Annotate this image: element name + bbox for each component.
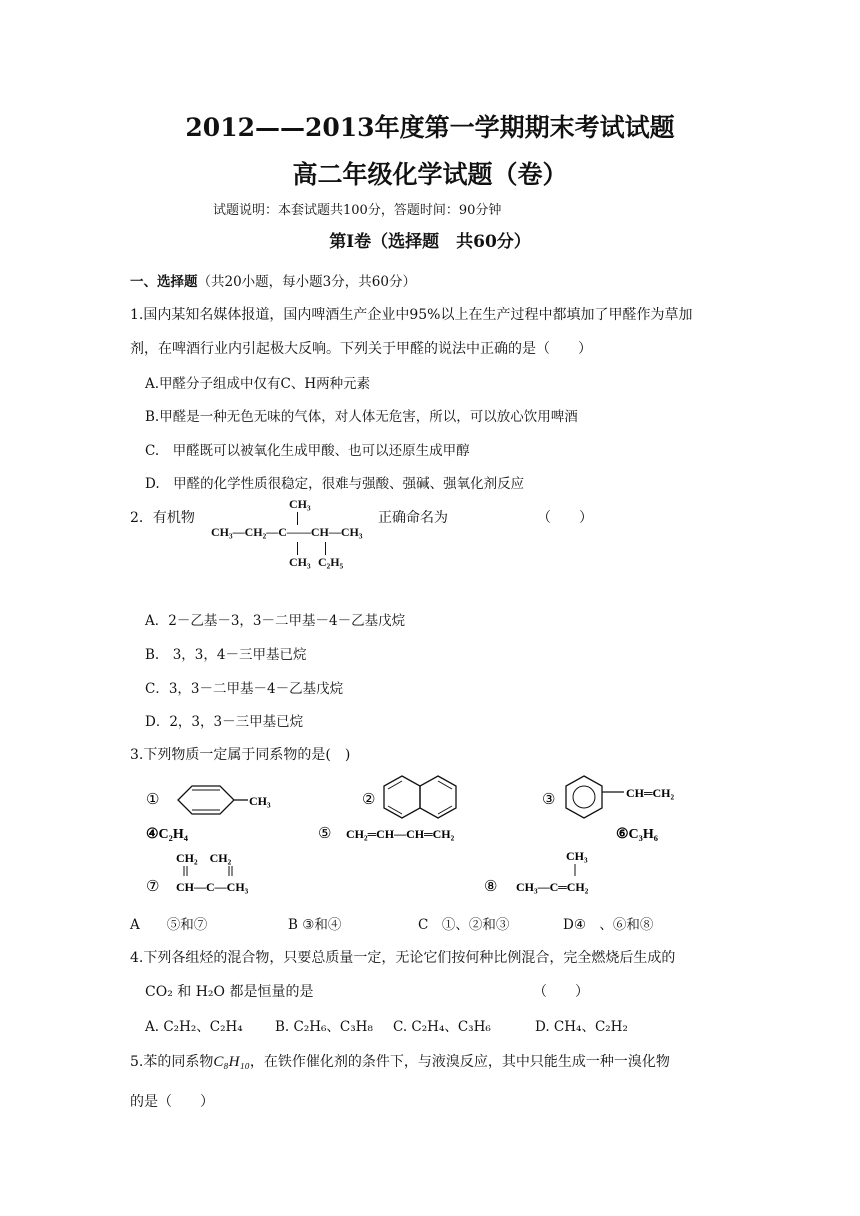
q4-paren: （ ） (533, 984, 589, 1000)
q2-suffix: 正确命名为 (378, 510, 448, 526)
q1-option-d: D. 甲醛的化学性质很稳定，很难与强酸、强碱、强氧化剂反应 (145, 476, 525, 492)
q4-option-d: D. CH₄、C₂H₂ (535, 1019, 628, 1035)
q5-line2: 的是（ ） (130, 1094, 214, 1110)
q3-label-5: ⑤ (318, 826, 332, 842)
q4-option-b: B. C₂H₆、C₃H₈ (275, 1019, 373, 1035)
q2-struct-bottom-right: C₂H₅ (318, 555, 344, 569)
q3-label-6: ⑥C₃H₆ (616, 827, 658, 842)
q3-8-main: CH₃—C═CH₂ (516, 880, 589, 894)
q2-structure (206, 495, 386, 577)
q3-label-2: ② (362, 792, 376, 808)
q5-line1 (130, 1051, 670, 1071)
q3-7-top: CH₂ CH₂ (176, 851, 232, 865)
q3-ch3: CH₃ (249, 794, 271, 808)
q3-vinyl: CH═CH₂ (626, 786, 675, 800)
section-detail: （共20小题，每小题3分，共60分） (197, 274, 416, 290)
q3-formula-5: CH₂═CH—CH═CH₂ (346, 827, 455, 841)
q3-option-c: C ①、②和③ (418, 917, 510, 933)
part-heading: 第Ⅰ卷（选择题 共60分） (329, 232, 531, 252)
naphthalene-ring-icon (384, 776, 420, 818)
q3-structures (140, 770, 710, 900)
double-bond (438, 806, 452, 814)
q1-option-c: C. 甲醛既可以被氧化生成甲酸、也可以还原生成甲醇 (145, 443, 470, 459)
q1-option-a: A.甲醛分子组成中仅有C、H两种元素 (145, 376, 371, 392)
section-heading (130, 270, 416, 290)
q4-line2: CO₂ 和 H₂O 都是恒量的是 (145, 984, 314, 1000)
q4-line1: 4.下列各组烃的混合物，只要总质量一定，无论它们按何种比例混合，完全燃烧后生成的 (130, 950, 676, 966)
bond-line (297, 542, 298, 555)
q4-option-c: C. C₂H₄、C₃H₆ (393, 1019, 491, 1035)
exam-note: 试题说明：本套试题共100分，答题时间：90分钟 (213, 203, 502, 218)
q2-paren: （ ） (537, 510, 593, 526)
q2-option-c: C．3，3－二甲基－4－乙基戊烷 (145, 681, 344, 697)
bond-line (325, 542, 326, 555)
exam-title: 2012——2013年度第一学期期末考试试题 (185, 113, 675, 142)
q3-label-3: ③ (542, 792, 556, 808)
q1-line1: 1.国内某知名媒体报道，国内啤酒生产企业中95%以上在生产过程中都填加了甲醛作为䓍加 (130, 307, 693, 323)
q3-label-8: ⑧ (484, 879, 498, 895)
q2-prefix: 2．有机物 (130, 510, 195, 526)
q3-option-d: D④ 、⑥和⑧ (563, 917, 654, 933)
q2-struct-bottom-left: CH₃ (289, 555, 311, 569)
benzene-ring-icon (566, 776, 602, 818)
q3-7-bottom: CH—C—CH₃ (176, 880, 249, 894)
bond-line (297, 512, 298, 525)
q3-label-4: ④C₂H₄ (146, 827, 188, 842)
q2-option-a: A．2－乙基－3，3－二甲基－4－乙基戊烷 (145, 613, 406, 629)
q4-option-a: A. C₂H₂、C₂H₄ (145, 1019, 243, 1035)
q3-option-a: A ⑤和⑦ (130, 917, 208, 933)
q3-8-top: CH₃ (566, 849, 588, 863)
q5-suffix: ，在铁作催化剂的条件下，与液溴反应，其中只能生成一种一溴化物 (249, 1054, 670, 1070)
q3-option-b: B ③和④ (288, 917, 342, 933)
q2-struct-main: CH₃—CH₂—C——CH—CH₃ (211, 525, 363, 539)
aromatic-circle (573, 786, 595, 808)
q3-label-7: ⑦ (146, 879, 160, 895)
q1-option-b: B.甲醛是一种无色无味的气体，对人体无危害，所以，可以放心饮用啤酒 (145, 409, 578, 425)
exam-subtitle: 高二年级化学试题（卷） (292, 160, 568, 189)
q5-prefix: 5.苯的同系物 (130, 1054, 214, 1070)
double-bond (388, 806, 402, 814)
q2-struct-top: CH₃ (289, 497, 311, 511)
section-title: 一、选择题 (130, 274, 198, 290)
q2-option-d: D．2，3，3－三甲基已烷 (145, 714, 304, 730)
q1-line2: 剂，在啤酒行业内引起极大反响。下列关于甲醛的说法中正确的是（ ） (130, 341, 592, 357)
naphthalene-ring-icon (420, 776, 456, 818)
q3-label-1: ① (146, 792, 160, 808)
q5-formula: C₈H₁₀ (213, 1054, 250, 1070)
q2-option-b: B. 3，3，4－三甲基已烷 (145, 647, 307, 663)
q3-text: 3.下列物质一定属于同系物的是( ) (130, 747, 351, 763)
